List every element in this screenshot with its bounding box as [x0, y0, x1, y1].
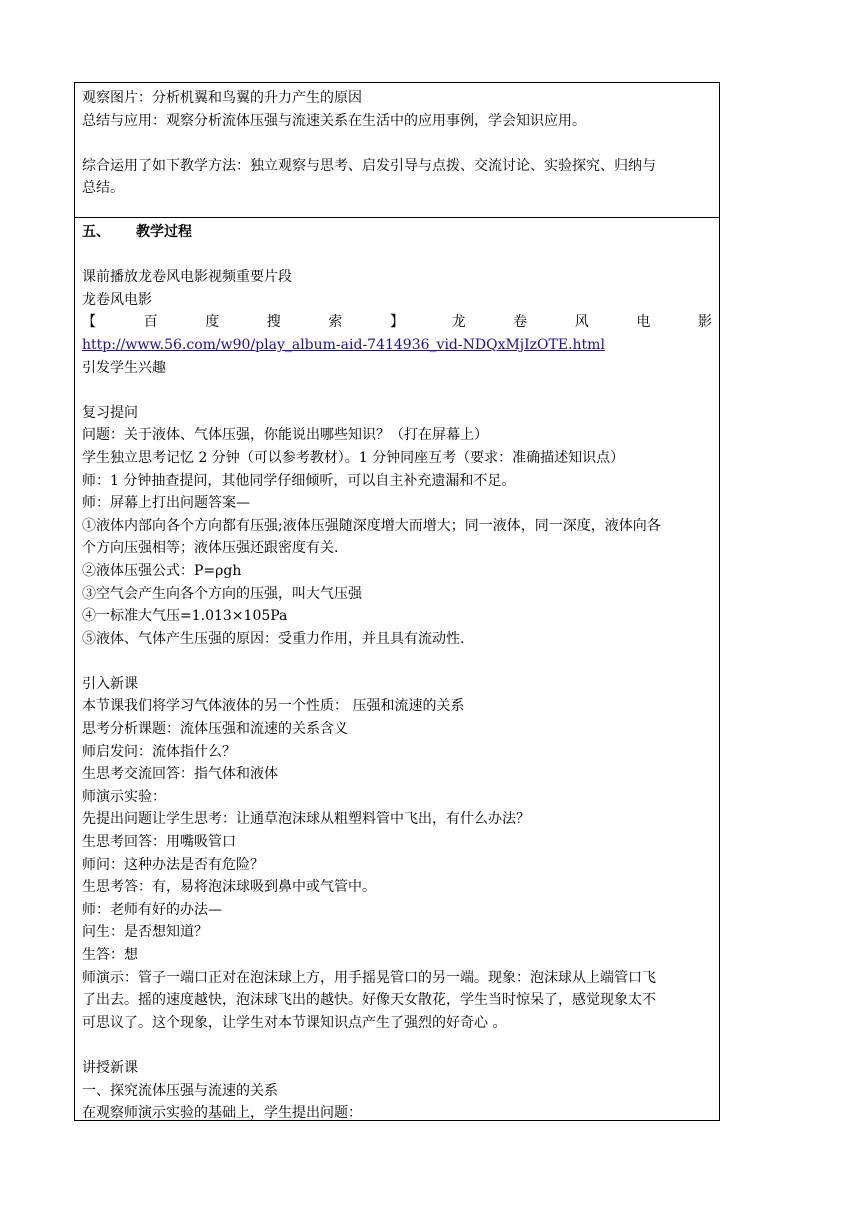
- search-token: 风: [574, 314, 589, 331]
- text-line: 复习提问: [82, 404, 138, 421]
- lesson-plan-table: [74, 82, 720, 1121]
- text-line: 师演示：管子一端口正对在泡沫球上方，用手摇晃管口的另一端。现象：泡沫球从上端管口飞: [82, 969, 656, 986]
- text-line: 问题：关于液体、气体压强，你能说出哪些知识？（打在屏幕上）: [82, 427, 488, 444]
- teaching-methods-cell: [82, 87, 712, 200]
- section-number: 五、: [82, 224, 110, 240]
- text-line: 综合运用了如下教学方法：独立观察与思考、启发引导与点拨、交流讨论、实验探究、归纳与: [82, 157, 656, 174]
- text-line: 引入新课: [82, 675, 138, 692]
- search-token: 电: [636, 314, 651, 331]
- blank-line: [82, 132, 712, 155]
- text-line: ①液体内部向各个方向都有压强;液体压强随深度增大而增大；同一液体，同一深度，液体向各: [82, 517, 661, 534]
- text-line: 问生：是否想知道？: [82, 924, 208, 941]
- text-line: 学生独立思考记忆 2 分钟（可以参考教材）。1 分钟同座互考（要求：准确描述知识点）: [82, 449, 625, 466]
- search-token: 【: [82, 314, 96, 331]
- blank-line: [82, 1034, 712, 1057]
- text-line: 观察图片：分析机翼和鸟翼的升力产生的原因: [82, 90, 362, 106]
- text-line: ⑤液体、气体产生压强的原因：受重力作用，并且具有流动性.: [82, 630, 465, 647]
- text-line: 本节课我们将学习气体液体的另一个性质： 压强和流速的关系: [82, 698, 465, 715]
- text-line: 先提出问题让学生思考：让通草泡沫球从粗塑料管中飞出，有什么办法？: [82, 811, 530, 828]
- text-line: 一、探究流体压强与流速的关系: [82, 1082, 278, 1099]
- search-token: 影: [697, 314, 712, 331]
- teaching-section: [82, 1057, 712, 1125]
- text-line: 生思考交流回答：指气体和液体: [82, 766, 278, 783]
- text-line: 师演示实验：: [82, 788, 166, 805]
- text-line: 生思考回答：用嘴吸管口: [82, 834, 236, 851]
- text-line: 生答：想: [82, 947, 138, 963]
- new-lesson-section: [82, 673, 712, 1035]
- blank-line: [82, 244, 712, 267]
- search-token: 】: [389, 314, 404, 331]
- text-line: 师问：这种办法是否有危险？: [82, 856, 264, 873]
- text-line: 师启发问：流体指什么？: [82, 743, 236, 760]
- text-line: 可思议了。这个现象，让学生对本节课知识点产生了强烈的好奇心 。: [82, 1014, 507, 1031]
- text-line: 了出去。摇的速度越快，泡沫球飞出的越快。好像天女散花，学生当时惊呆了，感觉现象太不: [82, 992, 656, 1009]
- text-line: 讲授新课: [82, 1059, 138, 1076]
- text-line: 师：屏幕上打出问题答案—: [82, 495, 250, 512]
- search-token: 龙: [451, 314, 466, 331]
- text-line: 师：老师有好的办法—: [82, 901, 222, 918]
- text-line: 总结。: [82, 180, 124, 197]
- text-line: ③空气会产生向各个方向的压强，叫大气压强: [82, 585, 362, 602]
- search-token: 度: [205, 314, 220, 331]
- search-token: 卷: [513, 314, 528, 331]
- blank-line: [82, 379, 712, 402]
- search-hint-line: [82, 311, 712, 334]
- text-line: 在观察师演示实验的基础上，学生提出问题：: [82, 1105, 362, 1122]
- search-token: 搜: [266, 314, 281, 331]
- text-line: ②液体压强公式：P=ρgh: [82, 562, 242, 579]
- search-token: 百: [143, 314, 158, 331]
- text-line: 思考分析课题：流体压强和流速的关系含义: [82, 721, 348, 738]
- search-token: 索: [328, 314, 343, 331]
- section-heading: [82, 221, 712, 244]
- blank-line: [82, 650, 712, 673]
- text-line: 引发学生兴趣: [82, 359, 166, 376]
- text-line: ④一标准大气压=1.013×105Pa: [82, 608, 288, 625]
- text-line: 师：1 分钟抽查提问，其他同学仔细倾听，可以自主补充遗漏和不足。: [82, 472, 516, 489]
- text-line: 生思考答：有，易将泡沫球吸到鼻中或气管中。: [82, 879, 376, 896]
- section-title: 教学过程: [136, 224, 192, 240]
- teaching-process-cell: [82, 221, 712, 1125]
- video-link[interactable]: http://www.56.com/w90/play_album-aid-7414936_vid-NDQxMjIzOTE.html: [82, 336, 605, 353]
- text-line: 龙卷风电影: [82, 291, 152, 308]
- text-line: 个方向压强相等；液体压强还跟密度有关.: [82, 540, 339, 557]
- table-row-divider: [75, 217, 719, 218]
- review-section: [82, 402, 712, 651]
- text-line: 课前播放龙卷风电影视频重要片段: [82, 269, 292, 286]
- text-line: 总结与应用：观察分析流体压强与流速关系在生活中的应用事例，学会知识应用。: [82, 112, 586, 129]
